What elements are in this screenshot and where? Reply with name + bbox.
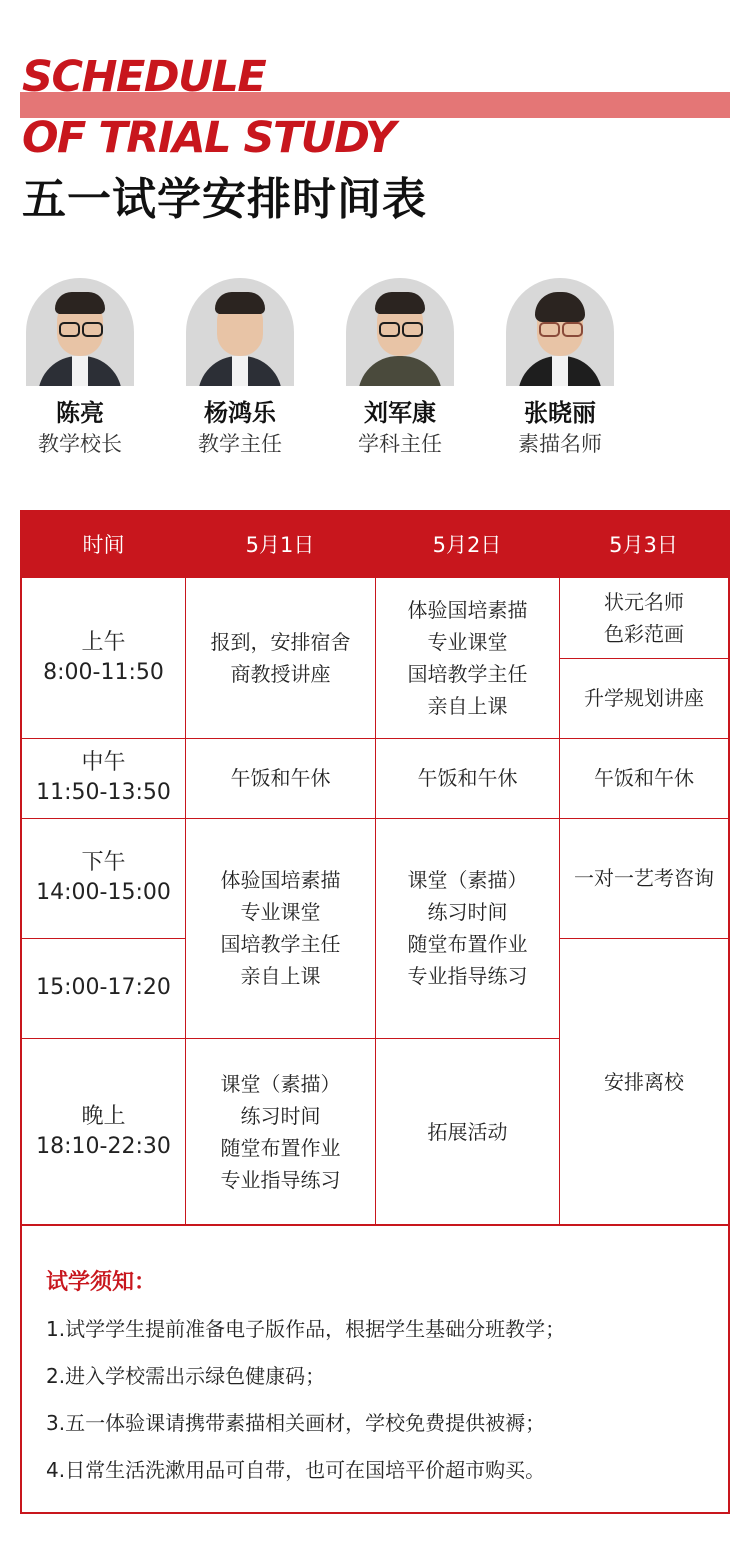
- header-may2: 5月2日: [432, 533, 502, 557]
- header-may1: 5月1日: [245, 533, 315, 557]
- may1-afternoon-cell: 体验国培素描 专业课堂 国培教学主任 亲自上课: [220, 868, 341, 988]
- teacher-photo: [346, 278, 454, 386]
- schedule-table: [20, 510, 730, 1226]
- may3-morning-cell-a: 状元名师 色彩范画: [604, 590, 684, 646]
- teacher-role: 教学主任: [198, 432, 282, 456]
- teacher-card-1: [0, 278, 160, 458]
- may2-evening-cell: 拓展活动: [427, 1120, 508, 1144]
- may1-noon-cell: 午饭和午休: [230, 766, 331, 790]
- may1-morning-cell: 报到，安排宿舍 商教授讲座: [210, 630, 351, 686]
- may3-noon-cell: 午饭和午休: [594, 766, 694, 790]
- teacher-name: 刘军康: [364, 399, 436, 427]
- may2-morning-cell: 体验国培素描 专业课堂 国培教学主任 亲自上课: [407, 598, 528, 718]
- notes-title: 试学须知：: [46, 1270, 157, 1295]
- english-title-line2: OF TRIAL STUDY: [22, 113, 395, 163]
- teacher-card-3: [320, 278, 480, 458]
- time-cell-afternoon1: 下午 14:00-15:00: [36, 850, 171, 905]
- teacher-role: 素描名师: [518, 432, 602, 456]
- teacher-card-2: [160, 278, 320, 458]
- time-cell-evening: 晚上 18:10-22:30: [36, 1104, 171, 1159]
- teacher-name: 陈亮: [56, 399, 104, 427]
- may2-afternoon-cell: 课堂（素描） 练习时间 随堂布置作业 专业指导练习: [407, 868, 528, 988]
- may2-noon-cell: 午饭和午休: [417, 766, 518, 790]
- header-may3: 5月3日: [609, 533, 678, 557]
- time-cell-afternoon2: 15:00-17:20: [36, 975, 171, 1000]
- may3-morning-cell-b: 升学规划讲座: [584, 686, 704, 710]
- teacher-photo: [506, 278, 614, 386]
- english-title-line1: SCHEDULE: [22, 52, 266, 102]
- may1-evening-cell: 课堂（素描） 练习时间 随堂布置作业 专业指导练习: [220, 1072, 341, 1192]
- time-cell-morning: 上午 8:00-11:50: [43, 630, 164, 685]
- teacher-photo: [186, 278, 294, 386]
- header-time: 时间: [82, 533, 125, 557]
- note-item-1: 1.试学学生提前准备电子版作品，根据学生基础分班教学；: [46, 1317, 566, 1341]
- teacher-card-4: [480, 278, 640, 458]
- teacher-role: 学科主任: [358, 432, 442, 456]
- teacher-name: 张晓丽: [524, 399, 596, 427]
- may3-rest-cell: 安排离校: [604, 1070, 684, 1094]
- time-cell-noon: 中午 11:50-13:50: [36, 750, 171, 805]
- table-header-row: [22, 512, 728, 578]
- may3-afternoon-cell: 一对一艺考咨询: [574, 866, 714, 890]
- note-item-3: 3.五一体验课请携带素描相关画材，学校免费提供被褥；: [46, 1411, 546, 1435]
- teacher-name: 杨鸿乐: [204, 399, 276, 427]
- header: [0, 0, 750, 250]
- trial-notes: [20, 1224, 730, 1514]
- teacher-photo: [26, 278, 134, 386]
- teacher-role: 教学校长: [38, 432, 122, 456]
- note-item-2: 2.进入学校需出示绿色健康码；: [46, 1364, 326, 1388]
- note-item-4: 4.日常生活洗漱用品可自带，也可在国培平价超市购买。: [46, 1458, 546, 1482]
- page-title: 五一试学安排时间表: [22, 174, 427, 225]
